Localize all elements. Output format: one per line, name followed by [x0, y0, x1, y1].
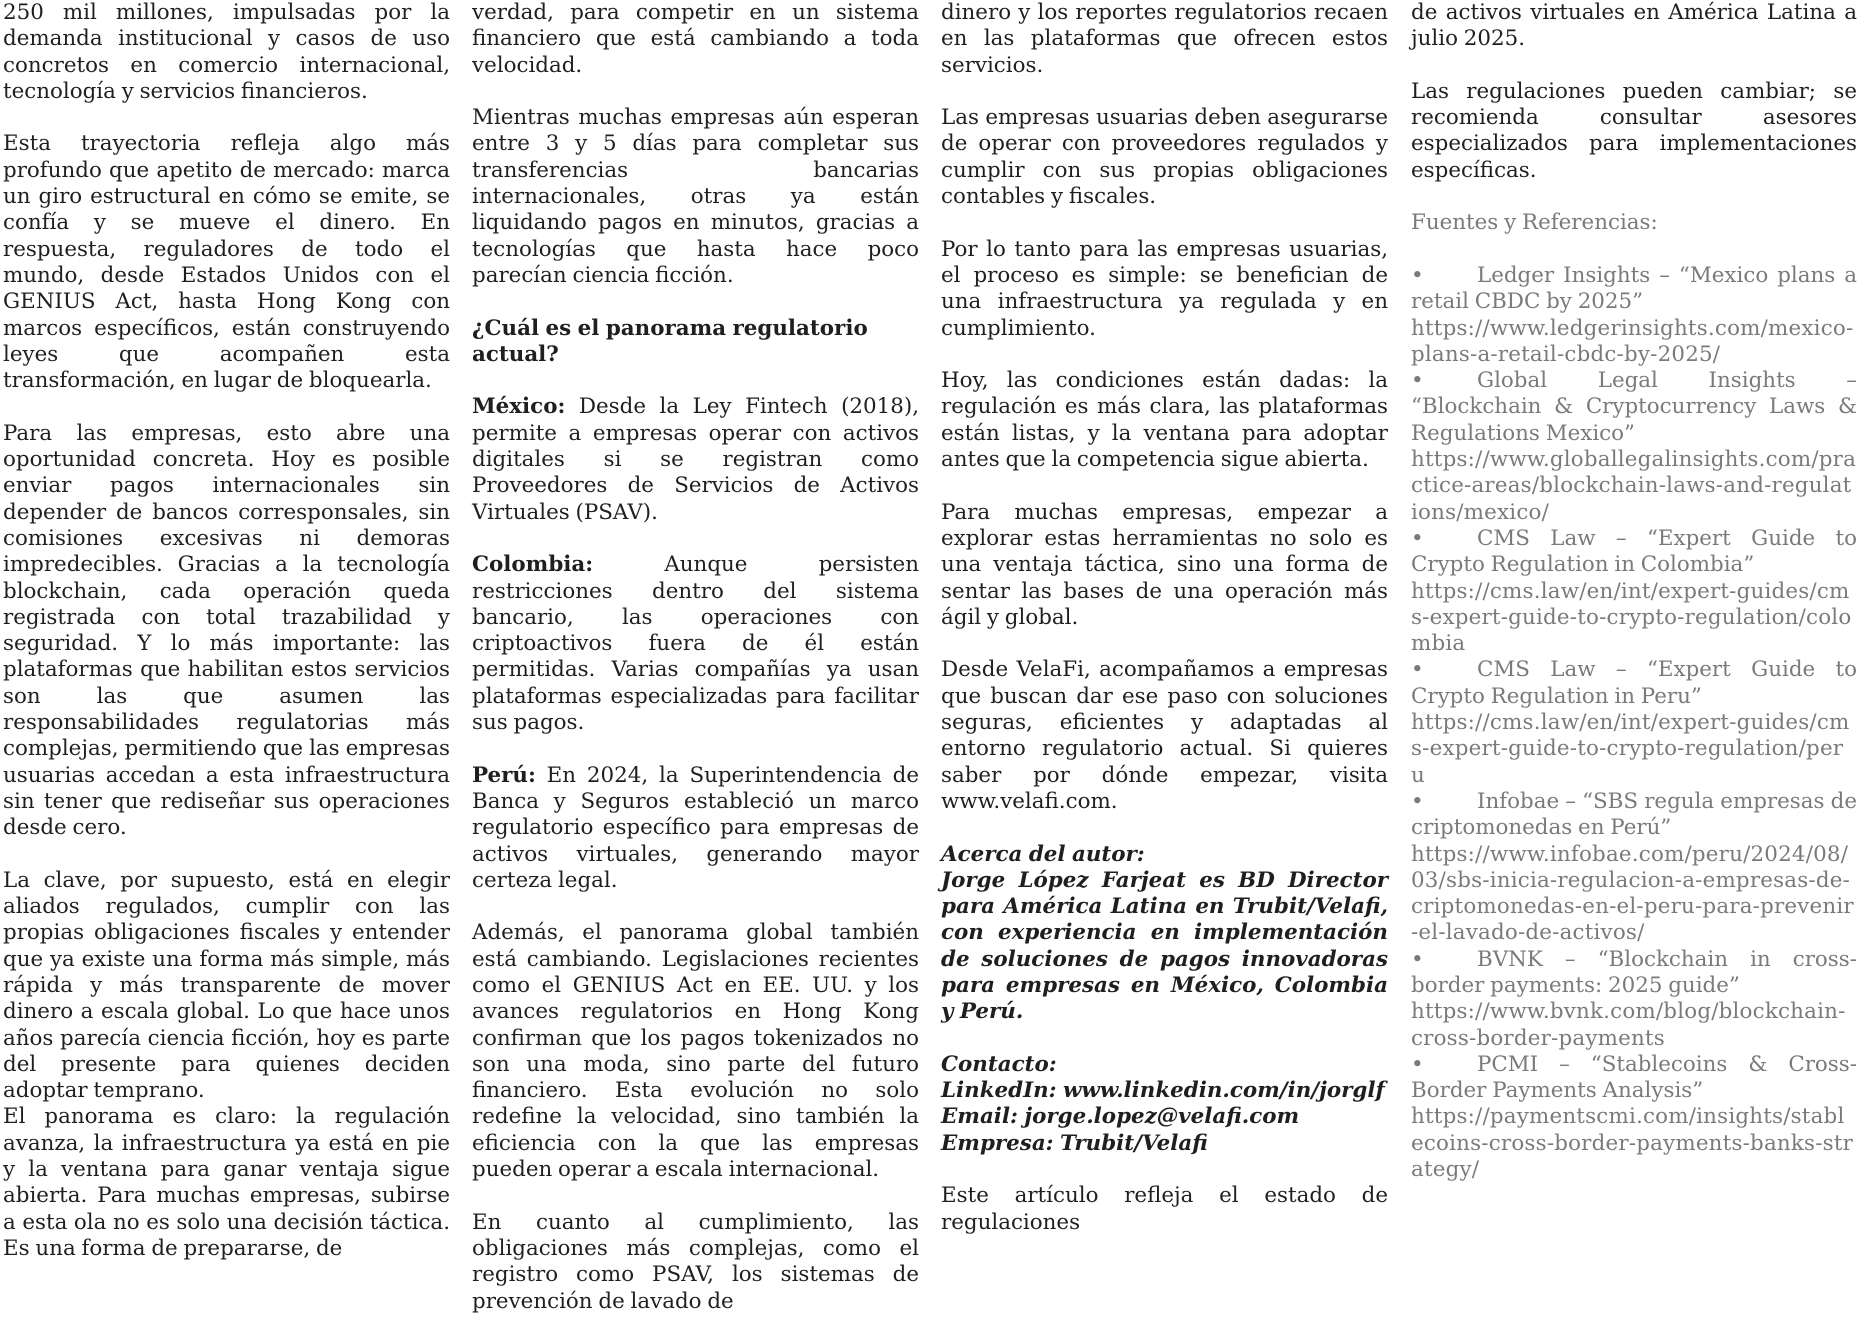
contact-linkedin: LinkedIn: www.linkedin.com/in/jorglf: [941, 1078, 1385, 1104]
reference-item: [1411, 1052, 1857, 1183]
bullet-icon: •: [1411, 262, 1424, 288]
paragraph: La clave, por supuesto, está en elegir aliados regulados, cumplir con las propias obligaciones fiscales y entender que ya existe una forma más simple, más rápida y más transparente de mover dinero a escala global. Lo que hace unos años parecía ciencia ficción, hoy es parte del presente para quienes deciden adoptar temprano.: [3, 867, 450, 1104]
reference-url[interactable]: https://www.ledgerinsights.com/mexico-plans-a-retail-cbdc-by-2025/: [1411, 315, 1854, 367]
reference-title: Global Legal Insights – “Blockchain & Cryptocurrency Laws & Regulations Mexico”: [1411, 368, 1857, 446]
reference-title: CMS Law – “Expert Guide to Crypto Regulation in Colombia”: [1411, 525, 1857, 578]
country-text: Desde la Ley Fintech (2018), permite a empresas operar con activos digitales si se registran como Proveedores de Servicios de Activos Virtuales (PSAV).: [472, 394, 919, 525]
bullet-icon: •: [1411, 946, 1424, 972]
paragraph: Además, el panorama global también está cambiando. Legislaciones recientes como el GENIUS Act en EE. UU. y los avances regulatorios en Hong Kong confirman que los pagos tokenizados no son una moda, sino parte del futuro financiero. Esta evolución no solo redefine la velocidad, sino también la eficiencia con la que las empresas pueden operar a escala internacional.: [472, 920, 919, 1183]
country-label: Colombia:: [472, 552, 594, 578]
paragraph: Por lo tanto para las empresas usuarias, el proceso es simple: se benefician de una infraestructura ya regulada y en cumplimiento.: [941, 236, 1388, 341]
paragraph: Este artículo refleja el estado de regulaciones: [941, 1183, 1388, 1235]
country-label: Perú:: [472, 762, 536, 788]
country-text: Aunque persisten restricciones dentro del sistema bancario, las operaciones con criptoactivos fuera de él están permitidas. Varias compañías ya usan plataformas especializadas para facilitar sus pagos.: [472, 552, 919, 736]
reference-title: Ledger Insights – “Mexico plans a retail CBDC by 2025”: [1411, 262, 1857, 315]
paragraph: verdad, para competir en un sistema financiero que está cambiando a toda velocidad.: [472, 0, 919, 78]
reference-url[interactable]: https://www.globallegalinsights.com/practice-areas/blockchain-laws-and-regulations/mexico/: [1411, 447, 1857, 525]
reference-title: CMS Law – “Expert Guide to Crypto Regulation in Peru”: [1411, 657, 1857, 709]
reference-url[interactable]: https://www.bvnk.com/blog/blockchain-cross-border-payments: [1411, 999, 1846, 1051]
reference-title: BVNK – “Blockchain in cross-border payments: 2025 guide”: [1411, 946, 1857, 998]
reference-url[interactable]: https://www.infobae.com/peru/2024/08/03/sbs-inicia-regulacion-a-empresas-de-criptomonedas-en-el-peru-para-prevenir-el-lavado-de-activos/: [1411, 841, 1854, 946]
contact-company: Empresa: Trubit/Velafi: [941, 1130, 1208, 1156]
reference-item: [1411, 947, 1857, 1052]
references-list: [1411, 263, 1857, 1183]
paragraph: Para muchas empresas, empezar a explorar estas herramientas no solo es una ventaja táctica, sino una forma de sentar las bases de una operación más ágil y global.: [941, 499, 1388, 630]
paragraph: Desde VelaFi, acompañamos a empresas que buscan dar ese paso con soluciones seguras, eficientes y adaptadas al entorno regulatorio actual. Si quieres saber por dónde empezar, visita www.velafi.com.: [941, 657, 1388, 814]
paragraph: Hoy, las condiciones están dadas: la regulación es más clara, las plataformas están listas, y la ventana para adoptar antes que la competencia sigue abierta.: [941, 368, 1388, 473]
paragraph: 250 mil millones, impulsadas por la demanda institucional y casos de uso concretos en comercio internacional, tecnología y servicios financieros.: [3, 0, 450, 104]
author-block: [941, 842, 1388, 1026]
reference-title: Infobae – “SBS regula empresas de criptomonedas en Perú”: [1411, 788, 1857, 841]
paragraph: dinero y los reportes regulatorios recaen en las plataformas que ofrecen estos servicios.: [941, 0, 1388, 78]
paragraph: Las regulaciones pueden cambiar; se recomienda consultar asesores especializados para implementaciones específicas.: [1411, 78, 1857, 183]
paragraph: Para las empresas, esto abre una oportunidad concreta. Hoy es posible enviar pagos internacionales sin depender de bancos corresponsales, sin comisiones excesivas ni demoras impredecibles. Gracias a la tecnología blockchain, cada operación queda registrada con total trazabilidad y seguridad. Y lo más importante: las plataformas que habilitan estos servicios son las que asumen las responsabilidades regulatorias más complejas, permitiendo que las empresas usuarias accedan a esta infraestructura sin tener que rediseñar sus operaciones desde cero.: [3, 420, 450, 841]
reference-item: [1411, 789, 1857, 947]
country-text: En 2024, la Superintendencia de Banca y Seguros estableció un marco regulatorio específico para empresas de activos virtuales, generando mayor certeza legal.: [472, 762, 919, 893]
reference-item: [1411, 657, 1857, 788]
author-heading: Acerca del autor:: [941, 841, 1145, 867]
bullet-icon: •: [1411, 788, 1424, 814]
paragraph: El panorama es claro: la regulación avanza, la infraestructura ya está en pie y la ventana para ganar ventaja sigue abierta. Para muchas empresas, subirse a esta ola no es solo una decisión táctica. Es una forma de prepararse, de: [3, 1104, 450, 1261]
column-4: [1411, 0, 1857, 1183]
country-label: México:: [472, 394, 566, 420]
author-bio: Jorge López Farjeat es BD Director para América Latina en Trubit/Velafi, con experiencia en implementación de soluciones de pagos innovadoras para empresas en México, Colombia y Perú.: [941, 867, 1388, 1025]
paragraph: Mientras muchas empresas aún esperan entre 3 y 5 días para completar sus transferencias bancarias internacionales, otras ya están liquidando pagos en minutos, gracias a tecnologías que hasta hace poco parecían ciencia ficción.: [472, 105, 919, 288]
contact-heading: Contacto:: [941, 1051, 1057, 1077]
reference-url[interactable]: https://paymentscmi.com/insights/stablecoins-cross-border-payments-banks-strategy/: [1411, 1104, 1854, 1183]
bullet-icon: •: [1411, 657, 1424, 683]
bullet-icon: •: [1411, 1051, 1424, 1077]
column-2: [472, 0, 919, 1341]
paragraph: de activos virtuales en América Latina a julio 2025.: [1411, 0, 1857, 52]
reference-url[interactable]: https://cms.law/en/int/expert-guides/cms-expert-guide-to-crypto-regulation/peru: [1411, 710, 1850, 788]
reference-item: [1411, 263, 1857, 368]
column-3: [941, 0, 1388, 1262]
column-1: [3, 0, 450, 1289]
contact-block: [941, 1052, 1388, 1157]
contact-email: Email: jorge.lopez@velafi.com: [941, 1104, 1300, 1130]
reference-item: [1411, 368, 1857, 526]
paragraph: Esta trayectoria refleja algo más profundo que apetito de mercado: marca un giro estructural en cómo se emite, se confía y se mueve el dinero. En respuesta, reguladores de todo el mundo, desde Estados Unidos con el GENIUS Act, hasta Hong Kong con marcos específicos, están construyendo leyes que acompañen esta transformación, en lugar de bloquearla.: [3, 131, 450, 394]
paragraph: Las empresas usuarias deben asegurarse de operar con proveedores regulados y cumplir con sus propias obligaciones contables y fiscales.: [941, 105, 1388, 210]
section-heading: ¿Cuál es el panorama regulatorio actual?: [472, 315, 868, 367]
references-heading: Fuentes y Referencias:: [1411, 210, 1658, 236]
country-paragraph-mexico: [472, 394, 919, 525]
paragraph: En cuanto al cumplimiento, las obligaciones más complejas, como el registro como PSAV, los sistemas de prevención de lavado de: [472, 1209, 919, 1314]
country-paragraph-peru: [472, 763, 919, 894]
reference-item: [1411, 526, 1857, 657]
reference-url[interactable]: https://cms.law/en/int/expert-guides/cms-expert-guide-to-crypto-regulation/colombia: [1411, 578, 1852, 657]
country-paragraph-colombia: [472, 552, 919, 736]
reference-title: PCMI – “Stablecoins & Cross-Border Payments Analysis”: [1411, 1051, 1857, 1104]
bullet-icon: •: [1411, 368, 1424, 394]
bullet-icon: •: [1411, 525, 1424, 551]
